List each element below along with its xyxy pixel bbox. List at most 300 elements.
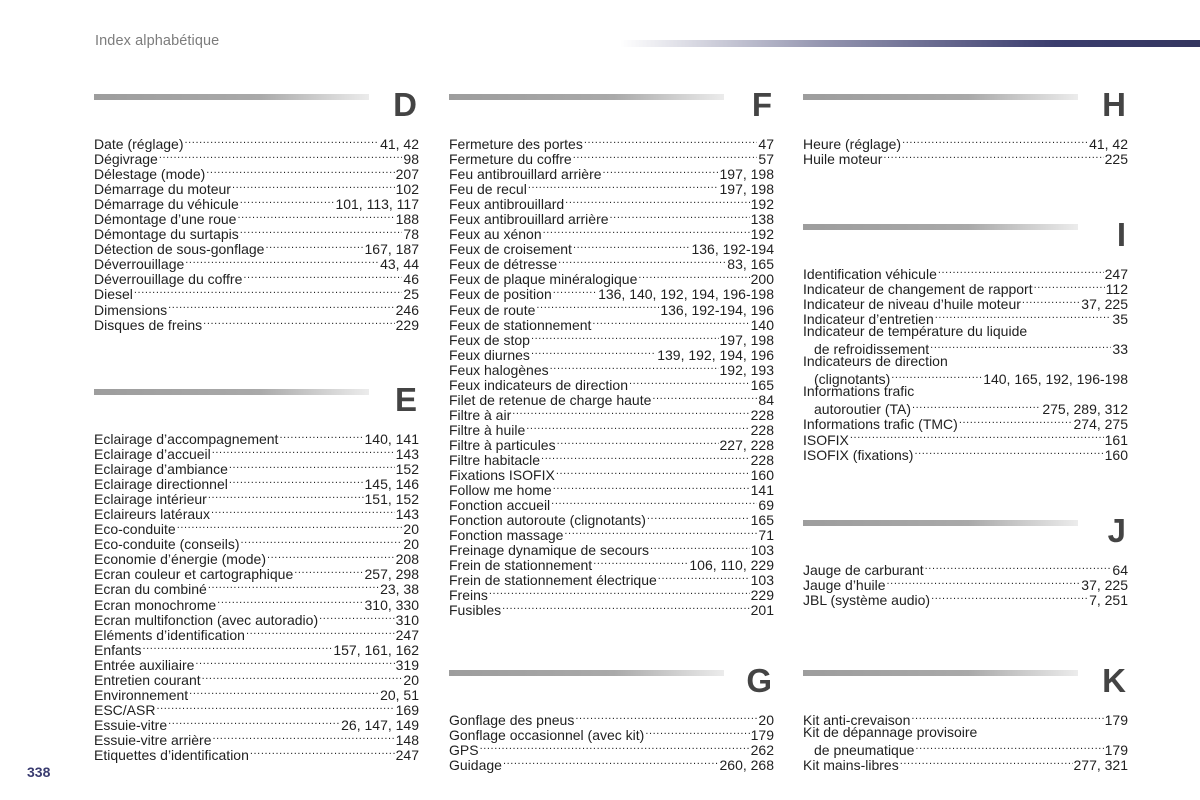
- index-entry-pages: 78: [403, 226, 419, 243]
- index-entry: [94, 564, 419, 583]
- index-entry-label: Eclairage d’accueil: [94, 446, 211, 463]
- index-entry: [803, 755, 1128, 774]
- index-entry: [94, 315, 419, 333]
- dot-leader: [250, 745, 395, 760]
- dot-leader: [212, 730, 394, 745]
- index-entry: [449, 194, 774, 213]
- index-entry: [94, 254, 419, 273]
- index-entry-label: Kit de dépannage provisoire: [803, 724, 978, 741]
- index-entry-list: [94, 429, 419, 763]
- dot-leader: [526, 420, 749, 435]
- section-divider-bar: [94, 389, 369, 395]
- dot-leader: [185, 254, 379, 269]
- dot-leader: [925, 560, 1112, 575]
- index-entry-label: Indicateurs de direction: [803, 353, 948, 370]
- section-divider-bar: [449, 670, 724, 676]
- index-entry-pages: 25: [403, 286, 419, 303]
- index-entry: [94, 489, 419, 508]
- index-entry-list: [803, 560, 1128, 609]
- index-entry-pages: 35: [1112, 311, 1128, 328]
- dot-leader: [658, 570, 750, 585]
- dot-leader: [603, 164, 719, 179]
- index-entry-pages: 228: [750, 421, 774, 438]
- dot-leader: [652, 390, 757, 405]
- index-entry: [449, 164, 774, 183]
- section-header: [803, 512, 1128, 560]
- index-entry-pages: 103: [750, 572, 774, 589]
- dot-leader: [528, 179, 719, 194]
- index-entry-pages: 160: [750, 467, 774, 484]
- dot-leader: [645, 725, 749, 740]
- index-entry-pages: 43, 44: [380, 256, 419, 273]
- index-entry: [94, 459, 419, 478]
- dot-leader: [202, 670, 403, 685]
- section-header: [449, 662, 774, 710]
- index-entry-pages: 225: [1104, 151, 1128, 168]
- index-entry: [94, 625, 419, 643]
- index-entry: [94, 730, 419, 748]
- index-entry: [94, 700, 419, 718]
- index-entry-pages: 310, 330: [364, 596, 419, 613]
- index-entry: [803, 339, 1128, 358]
- dot-leader: [557, 435, 719, 450]
- index-entry-label: GPS: [449, 742, 479, 759]
- index-entry-pages: 228: [750, 406, 774, 423]
- index-entry: [449, 209, 774, 228]
- dot-leader: [543, 224, 750, 239]
- dot-leader: [573, 239, 691, 254]
- index-entry-pages: 169: [395, 701, 419, 718]
- dot-leader: [575, 710, 757, 725]
- dot-leader: [134, 284, 403, 299]
- index-entry-pages: 98: [403, 151, 419, 168]
- index-entry-label: Filtre à huile: [449, 421, 526, 438]
- dot-leader: [240, 194, 335, 209]
- index-entry-label: Fusibles: [449, 602, 502, 619]
- index-entry-label: JBL (système audio): [803, 592, 931, 609]
- index-entry-label: Démarrage du moteur: [94, 181, 231, 198]
- index-entry: [449, 755, 774, 774]
- index-entry: [449, 315, 774, 333]
- index-entry-pages: 188: [395, 211, 419, 228]
- index-entry: [803, 134, 1128, 152]
- dot-leader: [168, 715, 340, 730]
- index-entry-pages: 274, 275: [1073, 416, 1128, 433]
- index-entry-label: Follow me home: [449, 482, 552, 499]
- index-entry-label: Indicateur de niveau d’huile moteur: [803, 296, 1021, 313]
- dot-leader: [551, 495, 757, 510]
- index-entry-label: Déverrouillage: [94, 256, 185, 273]
- section-divider-bar: [94, 94, 369, 100]
- index-entry-pages: 138: [750, 211, 774, 228]
- index-entry-pages: 179: [1104, 712, 1128, 728]
- index-entry-label: Feux de stationnement: [449, 316, 592, 333]
- index-entry-label: Gonflage des pneus: [449, 712, 575, 728]
- index-entry-label: Ecran monochrome: [94, 596, 217, 613]
- dot-leader: [177, 519, 403, 534]
- index-entry-label: Feux halogènes: [449, 361, 549, 378]
- index-entry-label: de pneumatique: [814, 742, 915, 759]
- index-entry: [449, 540, 774, 559]
- section-header: [94, 86, 419, 134]
- index-entry-pages: 7, 251: [1089, 592, 1128, 609]
- header-decoration-bar: [620, 40, 1200, 47]
- index-entry-pages: 101, 113, 117: [335, 196, 419, 213]
- dot-leader: [229, 459, 395, 474]
- index-entry-pages: 197, 198: [719, 331, 774, 348]
- section-header: [803, 86, 1128, 134]
- index-entry-label: Ecran couleur et cartographique: [94, 566, 294, 583]
- dot-leader: [237, 209, 394, 224]
- dot-leader: [243, 269, 402, 284]
- index-entry: [449, 254, 774, 273]
- index-entry-label: Frein de stationnement électrique: [449, 572, 657, 589]
- index-entry-label: Eco-conduite: [94, 521, 176, 538]
- index-entry: [94, 134, 419, 152]
- index-entry-pages: 139, 192, 194, 196: [657, 346, 774, 363]
- index-entry-label: Jauge de carburant: [803, 562, 924, 578]
- index-entry-label: Eclaireurs latéraux: [94, 506, 210, 523]
- index-entry-pages: 161: [1104, 431, 1128, 448]
- dot-leader: [887, 575, 1081, 590]
- index-entry-pages: 247: [395, 626, 419, 643]
- index-entry-pages: 145, 146: [364, 476, 419, 493]
- index-entry: [94, 149, 419, 168]
- index-entry-label: Feux de détresse: [449, 256, 558, 273]
- index-section-h: [803, 86, 1128, 168]
- index-entry-label: Jauge d’huile: [803, 577, 886, 594]
- index-entry-list: [449, 710, 774, 774]
- index-entry: [803, 430, 1128, 448]
- index-entry: [803, 710, 1128, 728]
- index-entry-pages: 41, 42: [380, 136, 419, 152]
- index-entry-label: Enfants: [94, 641, 142, 658]
- index-entry-label: Eclairage directionnel: [94, 476, 228, 493]
- index-entry: [449, 555, 774, 574]
- index-entry-pages: 179: [750, 727, 774, 744]
- dot-leader: [279, 429, 363, 444]
- index-entry-label: ISOFIX (fixations): [803, 446, 914, 463]
- section-header: [449, 86, 774, 134]
- index-entry-label: Informations trafic: [803, 383, 915, 400]
- section-letter: H: [1102, 86, 1126, 123]
- dot-leader: [267, 549, 395, 564]
- index-entry-pages: 148: [395, 731, 419, 748]
- dot-leader: [480, 740, 750, 755]
- index-entry-pages: 102: [395, 181, 419, 198]
- dot-leader: [541, 450, 750, 465]
- dot-leader: [142, 640, 332, 655]
- dot-leader: [592, 315, 749, 330]
- index-entry: [94, 444, 419, 463]
- index-entry: [94, 549, 419, 568]
- dot-leader: [212, 444, 395, 459]
- index-entry: [94, 164, 419, 183]
- index-entry-pages: 37, 225: [1081, 577, 1128, 594]
- index-entry-pages: 37, 225: [1081, 296, 1128, 313]
- index-entry: [803, 399, 1128, 418]
- index-entry: [449, 480, 774, 499]
- dot-leader: [206, 164, 394, 179]
- index-entry-label: de refroidissement: [814, 341, 930, 358]
- index-entry: [449, 600, 774, 619]
- page-number: 338: [27, 764, 51, 780]
- index-entry-pages: 46: [403, 271, 419, 288]
- index-entry-label: Feu antibrouillard arrière: [449, 166, 602, 183]
- dot-leader: [584, 134, 758, 149]
- index-entry-label: Feux au xénon: [449, 226, 542, 243]
- index-entry: [94, 579, 419, 598]
- index-entry: [803, 560, 1128, 578]
- index-entry-label: Essuie-vitre arrière: [94, 731, 212, 748]
- index-entry-label: Gonflage occasionnel (avec kit): [449, 727, 645, 744]
- dot-leader: [610, 209, 750, 224]
- index-entry-pages: 140, 141: [364, 431, 419, 447]
- index-entry-label: (clignotants): [814, 371, 891, 388]
- dot-leader: [850, 430, 1104, 445]
- index-entry-label: Feux antibrouillard: [449, 196, 565, 213]
- index-entry-label: Entretien courant: [94, 671, 201, 688]
- index-entry: [94, 429, 419, 447]
- index-entry-pages: 83, 165: [727, 256, 774, 273]
- dot-leader: [883, 149, 1103, 164]
- index-entry-label: Feu de recul: [449, 181, 527, 198]
- index-entry-label: Détection de sous-gonflage: [94, 241, 265, 258]
- dot-leader: [930, 339, 1111, 354]
- index-entry-list: [803, 710, 1128, 774]
- index-entry: [94, 179, 419, 198]
- index-entry: [449, 284, 774, 303]
- index-entry: [449, 510, 774, 529]
- index-entry-label: Déverrouillage du coffre: [94, 271, 243, 288]
- index-entry-pages: 136, 192-194, 196: [660, 301, 774, 318]
- index-entry: [449, 390, 774, 408]
- index-entry: [449, 525, 774, 544]
- index-entry-label: Filtre habitacle: [449, 451, 541, 468]
- index-entry: [94, 685, 419, 703]
- dot-leader: [265, 239, 363, 254]
- index-entry: [94, 715, 419, 733]
- section-letter: K: [1102, 662, 1126, 699]
- index-entry: [449, 435, 774, 453]
- index-entry-label: Fermeture du coffre: [449, 151, 572, 168]
- index-entry: [449, 420, 774, 438]
- index-entry: [803, 279, 1128, 298]
- index-entry-label: Eclairage d’ambiance: [94, 461, 228, 478]
- dot-leader: [512, 405, 749, 420]
- index-section-g: [449, 662, 774, 774]
- section-letter: F: [751, 86, 772, 123]
- index-entry-label: Fermeture des portes: [449, 136, 583, 152]
- index-entry-pages: 20: [403, 536, 419, 553]
- dot-leader: [573, 149, 758, 164]
- index-entry-label: Etiquettes d’identification: [94, 746, 249, 763]
- dot-leader: [159, 149, 403, 164]
- dot-leader: [938, 264, 1104, 279]
- index-entry: [803, 294, 1128, 313]
- index-entry-label: Kit mains-libres: [803, 757, 899, 774]
- dot-leader: [241, 534, 403, 549]
- index-entry-pages: 143: [395, 506, 419, 523]
- index-entry-pages: 141: [750, 482, 774, 499]
- index-entry: [94, 224, 419, 243]
- index-entry: [803, 309, 1128, 328]
- index-entry: [803, 575, 1128, 594]
- index-entry-label: Fonction autoroute (clignotants): [449, 512, 646, 529]
- dot-leader: [638, 269, 749, 284]
- index-entry: [94, 670, 419, 688]
- index-entry-pages: 179: [1104, 742, 1128, 759]
- index-entry: [449, 405, 774, 423]
- index-entry: [449, 330, 774, 348]
- index-entry: [803, 445, 1128, 463]
- index-entry-pages: 277, 321: [1073, 757, 1128, 774]
- index-entry: [94, 300, 419, 318]
- dot-leader: [959, 414, 1073, 429]
- dot-leader: [911, 710, 1103, 725]
- index-entry: [803, 324, 1128, 339]
- index-entry-pages: 136, 140, 192, 194, 196-198: [598, 286, 774, 303]
- index-entry-label: Ecran du combiné: [94, 581, 207, 598]
- index-entry: [803, 740, 1128, 759]
- index-entry-pages: 143: [395, 446, 419, 463]
- index-entry-pages: 260, 268: [719, 757, 774, 774]
- index-entry: [449, 179, 774, 198]
- index-entry-pages: 41, 42: [1089, 136, 1128, 152]
- index-entry-pages: 26, 147, 149: [341, 716, 419, 733]
- dot-leader: [240, 224, 403, 239]
- index-entry-label: Huile moteur: [803, 151, 883, 168]
- index-entry-pages: 103: [750, 542, 774, 559]
- index-entry: [449, 375, 774, 393]
- index-entry-label: Filtre à particules: [449, 436, 556, 453]
- index-entry: [449, 224, 774, 243]
- index-entry-label: Feux de stop: [449, 331, 530, 348]
- index-entry-label: Kit anti-crevaison: [803, 712, 911, 728]
- dot-leader: [550, 360, 719, 375]
- index-entry: [803, 590, 1128, 609]
- index-entry-pages: 136, 192-194: [691, 241, 774, 258]
- index-entry-pages: 247: [395, 746, 419, 763]
- index-entry: [803, 264, 1128, 282]
- index-entry: [449, 239, 774, 258]
- section-divider-bar: [803, 224, 1078, 230]
- index-entry: [94, 504, 419, 523]
- index-entry: [449, 710, 774, 728]
- dot-leader: [208, 489, 364, 504]
- index-entry-label: Environnement: [94, 686, 189, 703]
- index-entry-list: [803, 264, 1128, 463]
- section-divider-bar: [803, 670, 1078, 676]
- index-entry: [94, 519, 419, 538]
- index-section-j: [803, 512, 1128, 609]
- index-entry-label: Eco-conduite (conseils): [94, 536, 240, 553]
- index-entry: [94, 595, 419, 613]
- index-entry: [94, 655, 419, 673]
- dot-leader: [1022, 294, 1080, 309]
- index-entry-label: Eclairage intérieur: [94, 491, 207, 508]
- index-entry-pages: 200: [750, 271, 774, 288]
- index-entry-label: Date (réglage): [94, 136, 184, 152]
- section-header: [94, 381, 419, 429]
- dot-leader: [195, 655, 394, 670]
- index-entry: [803, 414, 1128, 433]
- index-entry-label: Identification véhicule: [803, 266, 937, 282]
- index-entry: [94, 284, 419, 303]
- index-entry-list: [94, 134, 419, 333]
- index-entry-pages: 257, 298: [364, 566, 419, 583]
- index-entry: [449, 149, 774, 168]
- index-entry: [803, 369, 1128, 388]
- index-entry-pages: 246: [395, 301, 419, 318]
- index-entry-pages: 208: [395, 551, 419, 568]
- dot-leader: [564, 525, 757, 540]
- index-entry: [94, 610, 419, 628]
- index-entry-label: Ecran multifonction (avec autoradio): [94, 611, 319, 628]
- index-entry-pages: 201: [750, 602, 774, 619]
- index-entry-label: Dimensions: [94, 301, 168, 318]
- index-entry-pages: 247: [1104, 266, 1128, 282]
- index-entry-pages: 207: [395, 166, 419, 183]
- index-entry: [449, 360, 774, 378]
- dot-leader: [912, 399, 1041, 414]
- index-entry: [803, 725, 1128, 740]
- dot-leader: [647, 510, 750, 525]
- index-entry: [803, 149, 1128, 168]
- index-entry-pages: 228: [750, 451, 774, 468]
- index-entry-pages: 20: [403, 671, 419, 688]
- index-entry-pages: 151, 152: [364, 491, 419, 508]
- index-entry: [449, 300, 774, 318]
- index-entry-label: Feux de route: [449, 301, 536, 318]
- index-entry-pages: 165: [750, 376, 774, 393]
- index-entry-pages: 197, 198: [719, 166, 774, 183]
- index-entry-label: Indicateur de température du liquide: [803, 323, 1028, 340]
- index-entry-label: Indicateur de changement de rapport: [803, 281, 1033, 298]
- dot-leader: [211, 504, 395, 519]
- page-header-title: Index alphabétique: [95, 33, 220, 49]
- index-entry-pages: 262: [750, 742, 774, 759]
- index-entry-label: Délestage (mode): [94, 166, 206, 183]
- dot-leader: [1034, 279, 1105, 294]
- dot-leader: [168, 300, 395, 315]
- index-entry-pages: 165: [750, 512, 774, 529]
- section-letter: D: [393, 86, 417, 123]
- index-entry: [94, 534, 419, 553]
- dot-leader: [185, 134, 380, 149]
- index-entry-pages: 23, 38: [380, 581, 419, 598]
- dot-leader: [232, 179, 395, 194]
- index-entry-label: Démontage d’une roue: [94, 211, 237, 228]
- index-entry-label: Diesel: [94, 286, 133, 303]
- dot-leader: [503, 755, 719, 770]
- index-entry-label: Dégivrage: [94, 151, 158, 168]
- index-entry: [94, 745, 419, 763]
- index-entry-label: Feux de croisement: [449, 241, 572, 258]
- index-entry-label: Feux de position: [449, 286, 552, 303]
- index-entry-label: Démontage du surtapis: [94, 226, 239, 243]
- dot-leader: [536, 300, 659, 315]
- index-entry-pages: 157, 161, 162: [333, 641, 419, 658]
- index-entry: [449, 450, 774, 468]
- index-entry: [449, 740, 774, 759]
- index-entry-label: Entrée auxiliaire: [94, 656, 195, 673]
- dot-leader: [531, 345, 656, 360]
- index-entry-pages: 47: [758, 136, 774, 152]
- index-entry-label: Fixations ISOFIX: [449, 467, 555, 484]
- index-entry: [94, 640, 419, 658]
- index-entry-label: Feux diurnes: [449, 346, 530, 363]
